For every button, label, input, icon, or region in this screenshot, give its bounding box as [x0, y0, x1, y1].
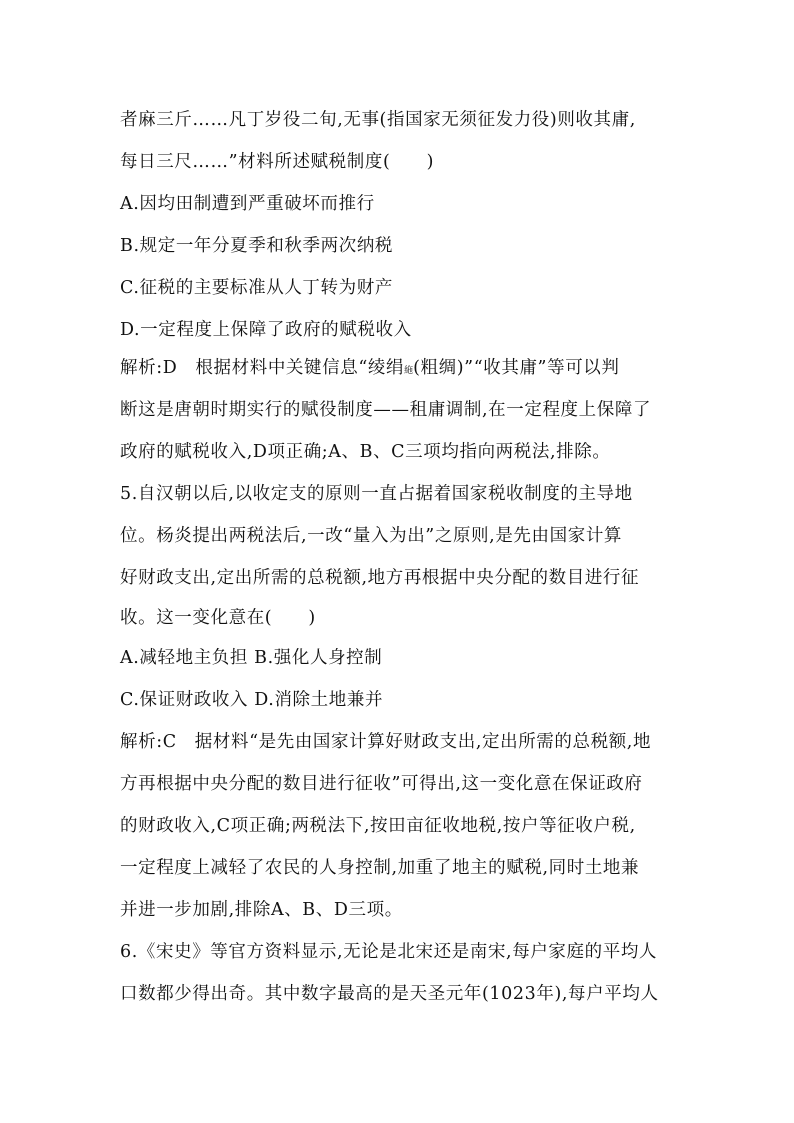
analysis-4-text-b: (粗绸)”“收其庸”等可以判 [413, 358, 620, 378]
analysis-4-small-char: 絁 [404, 366, 414, 376]
question-5-line-2: 位。杨炎提出两税法后,一改“量入为出”之原则,是先由国家计算 [120, 526, 623, 546]
option-b: B.规定一年分夏季和秋季两次纳税 [120, 236, 394, 256]
text-line-1: 者麻三斤……凡丁岁役二旬,无事(指国家无须征发力役)则收其庸, [120, 110, 636, 130]
question-6-line-1: 6.《宋史》等官方资料显示,无论是北宋还是南宋,每户家庭的平均人 [120, 942, 658, 962]
option-c: C.征税的主要标准从人丁转为财产 [120, 278, 393, 298]
analysis-5-line-4: 一定程度上减轻了农民的人身控制,加重了地主的赋税,同时土地兼 [120, 858, 640, 878]
analysis-5-line-5: 并进一步加剧,排除A、B、D三项。 [120, 900, 403, 920]
analysis-4-line-2: 断这是唐朝时期实行的赋役制度——租庸调制,在一定程度上保障了 [120, 400, 652, 420]
question-5-line-3: 好财政支出,定出所需的总税额,地方再根据中央分配的数目进行征 [120, 568, 640, 588]
analysis-4-text-a: 解析:D 根据材料中关键信息“绫绢 [120, 358, 405, 378]
question-5-options-cd: C.保证财政收入 D.消除土地兼并 [120, 690, 384, 710]
option-a: A.因均田制遭到严重破坏而推行 [120, 194, 375, 214]
analysis-5-line-2: 方再根据中央分配的数目进行征收”可得出,这一变化意在保证政府 [120, 774, 643, 794]
question-5-options-ab: A.减轻地主负担 B.强化人身控制 [120, 648, 383, 668]
option-d: D.一定程度上保障了政府的赋税收入 [120, 320, 412, 340]
text-line-2: 每日三尺……”材料所述赋税制度( ) [120, 152, 435, 172]
question-6-line-2: 口数都少得出奇。其中数字最高的是天圣元年(1023年),每户平均人 [120, 984, 659, 1004]
question-5-line-4: 收。这一变化意在( ) [120, 608, 316, 628]
analysis-5-line-3: 的财政收入,C项正确;两税法下,按田亩征收地税,按户等征收户税, [120, 816, 636, 836]
question-5-line-1: 5.自汉朝以后,以收定支的原则一直占据着国家税收制度的主导地 [120, 484, 633, 504]
analysis-4-line-1 [120, 356, 690, 383]
analysis-5-line-1: 解析:C 据材料“是先由国家计算好财政支出,定出所需的总税额,地 [120, 732, 652, 752]
analysis-4-line-3: 政府的赋税收入,D项正确;A、B、C三项均指向两税法,排除。 [120, 442, 611, 462]
